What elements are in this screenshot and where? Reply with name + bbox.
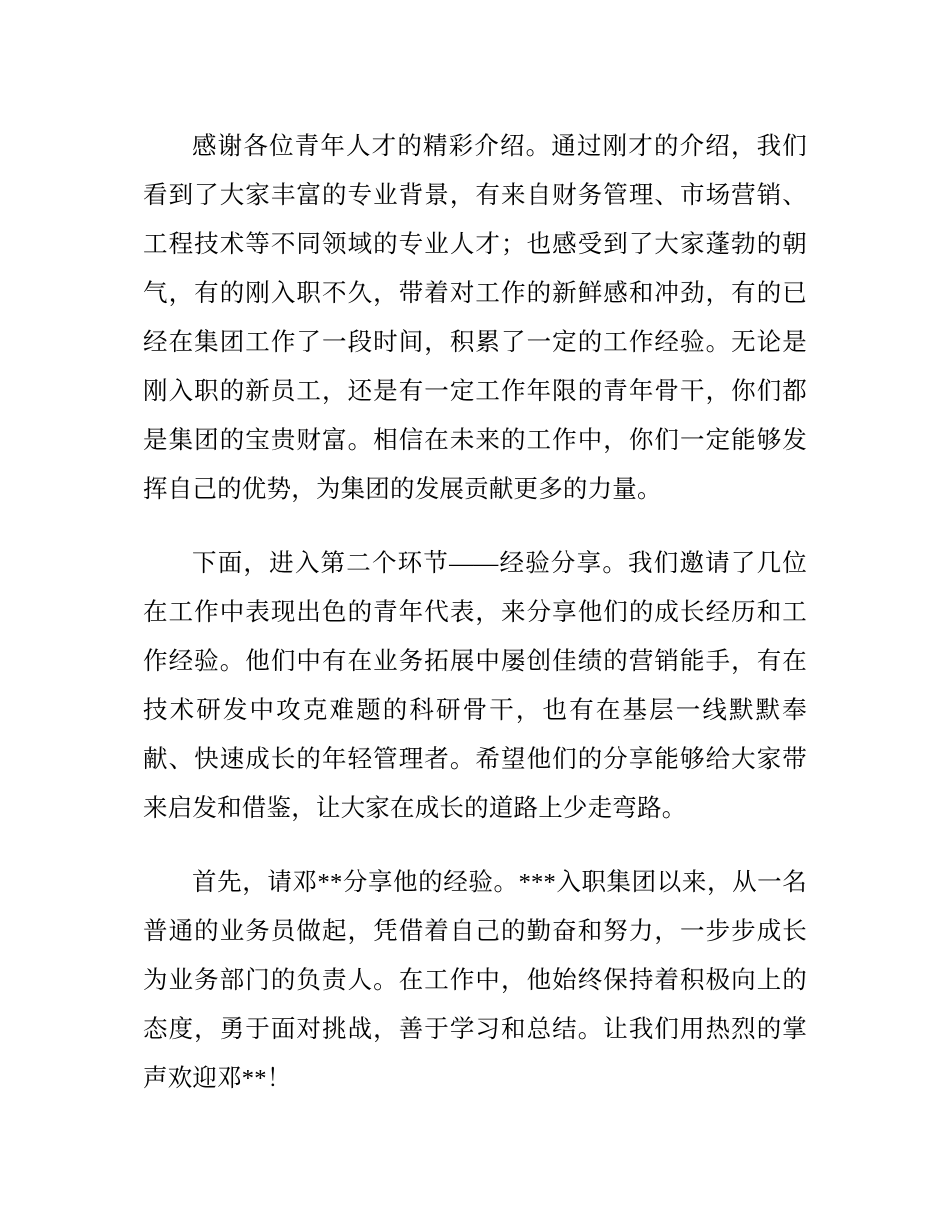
paragraph-experience-sharing-intro: 下面，进入第二个环节——经验分享。我们邀请了几位在工作中表现出色的青年代表，来分享他们的成长经历和工作经验。他们中有在业务拓展中屡创佳绩的营销能手，有在技术研发中攻克难题的科研骨干，也有在基层一线默默奉献、快速成长的年轻管理者。希望他们的分享能够给大家带来启发和借鉴，让大家在成长的道路上少走弯路。 xyxy=(143,550,807,822)
paragraph-first-speaker-intro: 首先，请邓**分享他的经验。***入职集团以来，从一名普通的业务员做起，凭借着自己的勤奋和努力，一步步成长为业务部门的负责人。在工作中，他始终保持着积极向上的态度，勇于面对挑战，善于学习和总结。让我们用热烈的掌声欢迎邓**！ xyxy=(143,869,807,1092)
paragraph-intro-thanks: 感谢各位青年人才的精彩介绍。通过刚才的介绍，我们看到了大家丰富的专业背景，有来自财务管理、市场营销、工程技术等不同领域的专业人才；也感受到了大家蓬勃的朝气，有的刚入职不久，带着对工作的新鲜感和冲劲，有的已经在集团工作了一段时间，积累了一定的工作经验。无论是刚入职的新员工，还是有一定工作年限的青年骨干，你们都是集团的宝贵财富。相信在未来的工作中，你们一定能够发挥自己的优势，为集团的发展贡献更多的力量。 xyxy=(143,133,807,503)
